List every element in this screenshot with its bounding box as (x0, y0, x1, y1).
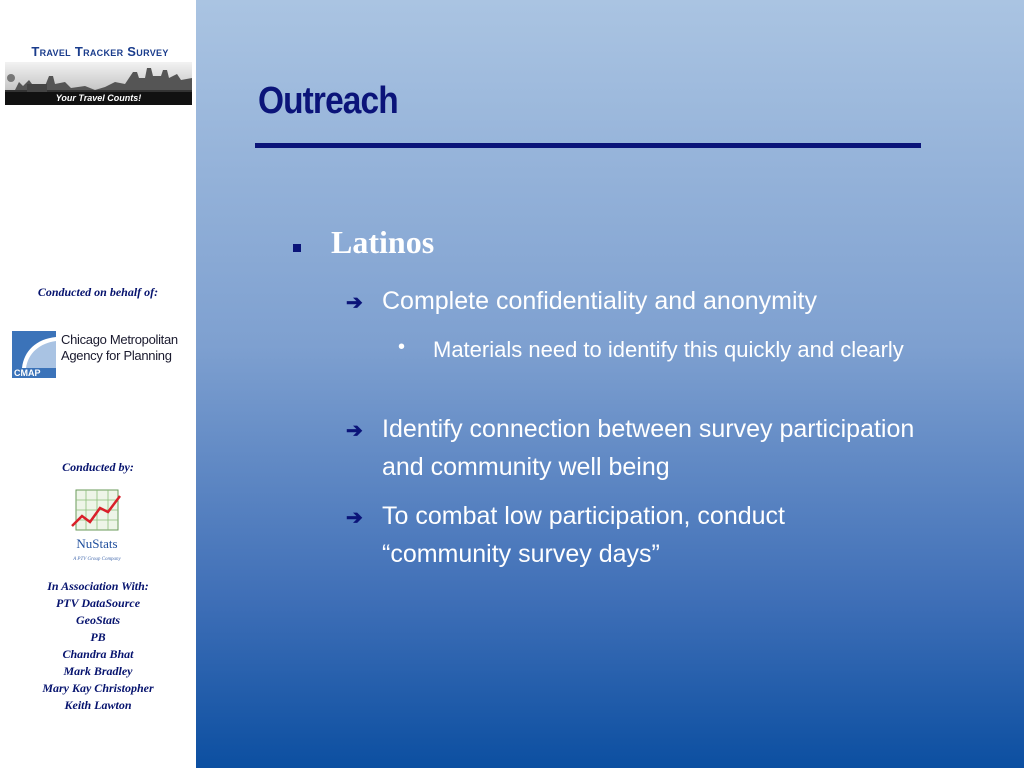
cmap-abbrev: CMAP (12, 368, 56, 378)
slide-title: Outreach (258, 80, 398, 122)
nustats-chart-icon (64, 488, 130, 534)
association-line: Keith Lawton (64, 698, 132, 712)
association-list (0, 578, 196, 714)
bullet-connection: Identify connection between survey participation and community well being (382, 415, 915, 481)
nustats-subtitle: A PTV Group Company (73, 557, 121, 562)
square-bullet-icon (293, 244, 301, 252)
bullet-survey-days: To combat low participation, conduct “community survey days” (382, 502, 785, 568)
bullet-latinos: Latinos (331, 224, 435, 260)
association-line: PB (90, 630, 106, 644)
association-line: In Association With: (47, 579, 149, 593)
arrow-bullet-icon: ➔ (346, 292, 363, 314)
cmap-name (61, 332, 189, 364)
association-line: Mark Bradley (63, 664, 133, 678)
cmap-name-line1: Chicago Metropolitan (61, 332, 178, 347)
bullet-confidentiality: Complete confidentiality and anonymity (382, 287, 817, 315)
cmap-name-line2: Agency for Planning (61, 348, 172, 363)
arrow-bullet-icon: ➔ (346, 420, 363, 442)
skyline-graphic (5, 62, 192, 105)
association-line: Chandra Bhat (62, 647, 134, 661)
association-line: PTV DataSource (55, 596, 141, 610)
title-underline (255, 143, 921, 148)
association-line: GeoStats (75, 613, 120, 627)
arrow-bullet-icon: ➔ (346, 507, 363, 529)
association-line: Mary Kay Christopher (42, 681, 154, 695)
dot-bullet-icon: • (398, 336, 406, 358)
logo-title: Travel Tracker Survey (31, 44, 169, 59)
sidebar (0, 0, 196, 768)
nustats-logo (64, 488, 130, 572)
cmap-mark (12, 331, 56, 378)
logo-tagline: Your Travel Counts! (5, 92, 192, 105)
bullet-materials: Materials need to identify this quickly and clearly (433, 337, 904, 362)
nustats-name: NuStats (76, 536, 118, 551)
cmap-logo (12, 331, 187, 379)
conducted-on-behalf-label: Conducted on behalf of: (37, 285, 159, 299)
conducted-by-label: Conducted by: (62, 460, 134, 474)
travel-tracker-logo (5, 44, 192, 105)
